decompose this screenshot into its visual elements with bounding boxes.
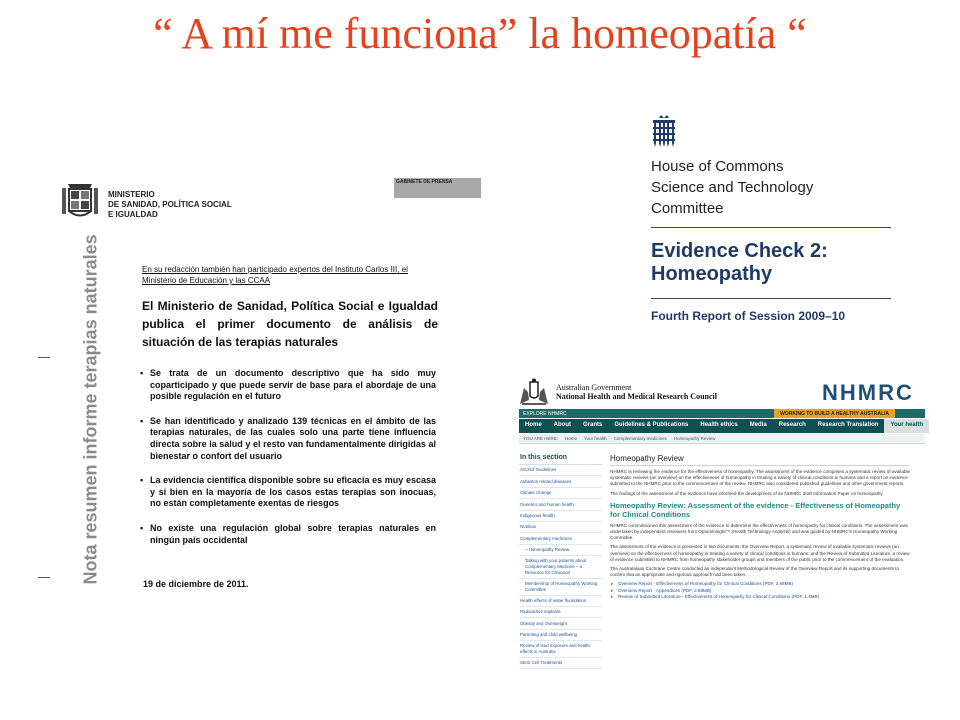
sidebar-item[interactable]: Complementary medicines bbox=[519, 533, 602, 544]
paragraph: The findings of the assessment of the evidence have informed the development of an NHMRC draft Information Paper on homeopathy. bbox=[610, 490, 884, 496]
nav-item-media[interactable]: Media bbox=[749, 422, 767, 428]
press-office-tab: GABINETE DE PRENSA bbox=[394, 178, 481, 198]
list-item: ▪ Se han identificado y analizado 139 técnicas en el ámbito de las terapias naturales, de las cuales solo una parte tiene influencia directa sobre la salud y el resto van fundamentalmente dirigidas al bienestar o confort del usuario bbox=[140, 416, 436, 462]
page-content bbox=[610, 454, 910, 601]
nhmrc-logo: NHMRC bbox=[822, 380, 914, 405]
portcullis-icon bbox=[650, 115, 678, 148]
sidebar-item[interactable]: Review of lead exposure and health effects in Australia bbox=[519, 641, 602, 658]
spanish-coat-of-arms-icon bbox=[60, 178, 100, 222]
sidebar-item-homeopathy-review[interactable]: – Homeopathy Review bbox=[519, 545, 602, 556]
tagline-badge: WORKING TO BUILD A HEALTHY AUSTRALIA bbox=[774, 409, 895, 418]
margin-mark bbox=[38, 577, 50, 578]
divider bbox=[651, 227, 891, 228]
nav-item-about[interactable]: About bbox=[553, 422, 571, 428]
australian-crest-icon bbox=[518, 378, 550, 406]
paragraph: The Australasian Cochrane Centre conducted an independent Methodological Review of the Overview Report and its supporting documents to confirm that an appropriate and rigorous approach had been taken. bbox=[610, 566, 900, 578]
sidebar-item[interactable]: Health effects of water fluoridation bbox=[519, 596, 602, 607]
sidebar-item[interactable]: Alcohol Guidelines bbox=[519, 465, 602, 476]
divider bbox=[651, 298, 891, 299]
page-title: Homeopathy Review bbox=[610, 454, 910, 466]
breadcrumb bbox=[519, 434, 925, 444]
sidebar-item[interactable]: Indigenous health bbox=[519, 511, 602, 522]
sidebar-item[interactable]: Nutrition bbox=[519, 522, 602, 533]
press-release-headline: El Ministerio de Sanidad, Política Social e Igualdad publica el primer documento de análisis de situación de las terapias naturales bbox=[142, 299, 438, 349]
section-heading: Homeopathy Review: Assessment of the evidence - Effectiveness of Homeopathy for Clinical Conditions bbox=[610, 500, 901, 520]
pdf-link[interactable]: ▸ Overview Report - Appendices (PDF, 2.88MB) bbox=[610, 588, 910, 594]
list-item: ▪ No existe una regulación global sobre terapias naturales en ningún país occidental bbox=[140, 523, 436, 546]
sidebar-heading: In this section bbox=[519, 450, 602, 465]
sidebar-item[interactable]: Parenting and child wellbeing bbox=[519, 630, 602, 641]
paragraph: The assessment of the evidence is presented in two documents: the Overview Report, a systematic review of available systematic reviews (an overview) on the effectiveness of homeopathy in treating a variety of clinical conditions in humans; and the Review of Submitted Literature, a review of evidence submitted to NHMRC from homeopathy stakeholder groups and members of the public prior to the commencement of the evaluation. bbox=[610, 544, 910, 562]
press-release-date: 19 de diciembre de 2011. bbox=[143, 579, 249, 589]
sidebar-item[interactable]: Genetics and human health bbox=[519, 499, 602, 510]
nav-item-research[interactable]: Research bbox=[778, 422, 806, 428]
list-item: ▪ La evidencia científica disponible sobre su eficacia es muy escasa y si bien en la mayoría de los casos estas terapias son inocuas, no están completamente exentas de riesgos bbox=[140, 475, 436, 510]
ministry-name: MINISTERIO DE SANIDAD, POLÍTICA SOCIAL E IGUALDAD bbox=[108, 190, 232, 219]
slide-title: “ A mí me funciona” la homeopatía “ bbox=[153, 9, 807, 58]
sidebar-item[interactable]: Radioactive implants bbox=[519, 607, 602, 618]
press-release-intro: En su redacción también han participado expertos del Instituto Carlos III, el Ministerio de Educación y las CCAA bbox=[142, 265, 408, 285]
australian-government-label: Australian Government National Health and Medical Research Council bbox=[556, 383, 717, 401]
pdf-link[interactable]: ▸ Review of Submitted Literature - Effectiveness of Homeopathy for Clinical Conditions (PDF, 1.4MB) bbox=[610, 594, 910, 600]
list-item: ▪ Se trata de un documento descriptivo que ha sido muy coparticipado y que puede servir de base para el abordaje de una posible regulación en el futuro bbox=[140, 368, 436, 403]
download-links bbox=[610, 581, 910, 600]
breadcrumb-label: YOU ARE HERE: bbox=[523, 436, 559, 441]
sidebar-item[interactable]: Climate Change bbox=[519, 488, 602, 499]
sidebar-item[interactable]: Asbestos related diseases bbox=[519, 476, 602, 487]
breadcrumb-current: Homeopathy Review bbox=[673, 436, 716, 441]
nav-item-your-health[interactable]: Your health bbox=[884, 419, 929, 433]
report-session: Fourth Report of Session 2009–10 bbox=[651, 309, 846, 323]
committee-name: House of Commons Science and Technology Committee bbox=[651, 158, 814, 217]
report-title: Evidence Check 2: Homeopathy bbox=[651, 240, 828, 285]
paragraph: NHMRC is reviewing the evidence for the effectiveness of homeopathy. The assessment of the evidence comprises a systematic review of available systematic reviews (an overview) on the effectiveness of homeopathy in treating a variety of clinical conditions in humans and a report on evidence submitted to the NHMRC prior to the commencement of the review. NHMRC also considered published guidelines and other government reports. bbox=[610, 469, 911, 487]
nav-item-health-ethics[interactable]: Health ethics bbox=[700, 422, 738, 428]
sidebar-item[interactable]: Membership of Homeopathy Working Committee bbox=[519, 579, 602, 596]
nav-item-grants[interactable]: Grants bbox=[583, 422, 603, 428]
breadcrumb-link[interactable]: Home bbox=[565, 436, 578, 441]
breadcrumb-link[interactable]: Your health bbox=[584, 436, 607, 441]
nav-item-research-translation[interactable]: Research Translation bbox=[817, 422, 879, 428]
nav-item-guidelines[interactable]: Guidelines & Publications bbox=[614, 422, 689, 428]
sidebar-item[interactable]: Obesity and Overweight bbox=[519, 618, 602, 629]
margin-mark bbox=[38, 357, 50, 358]
explore-bar bbox=[519, 409, 925, 418]
explore-link[interactable]: EXPLORE NHMRC bbox=[523, 411, 567, 417]
sidebar-item[interactable]: Talking with your patients about Complementary Medicine – a Resource for Clinicians bbox=[519, 556, 602, 579]
press-release-bullets bbox=[140, 368, 436, 559]
breadcrumb-link[interactable]: Complementary medicines bbox=[613, 436, 667, 441]
vertical-document-label: Nota resumen informe terapias naturales bbox=[80, 234, 101, 585]
nav-item-home[interactable]: Home bbox=[525, 422, 542, 428]
sidebar-item[interactable]: Stem Cell Treatments bbox=[519, 658, 602, 669]
main-navigation bbox=[519, 419, 925, 433]
section-sidebar bbox=[519, 450, 602, 669]
pdf-link[interactable]: ▸ Overview Report - Effectiveness of Homeopathy for Clinical Conditions (PDF, 2.66MB) bbox=[610, 581, 910, 587]
paragraph: NHMRC commissioned this assessment of the evidence to determine the effectiveness of homeopathy for clinical conditions. The assessment was undertaken by independent reviewers from OptumInsight™ (Health Technology Analysts) and was guided by NHMRC's Homeopathy Working Committee. bbox=[610, 522, 908, 541]
